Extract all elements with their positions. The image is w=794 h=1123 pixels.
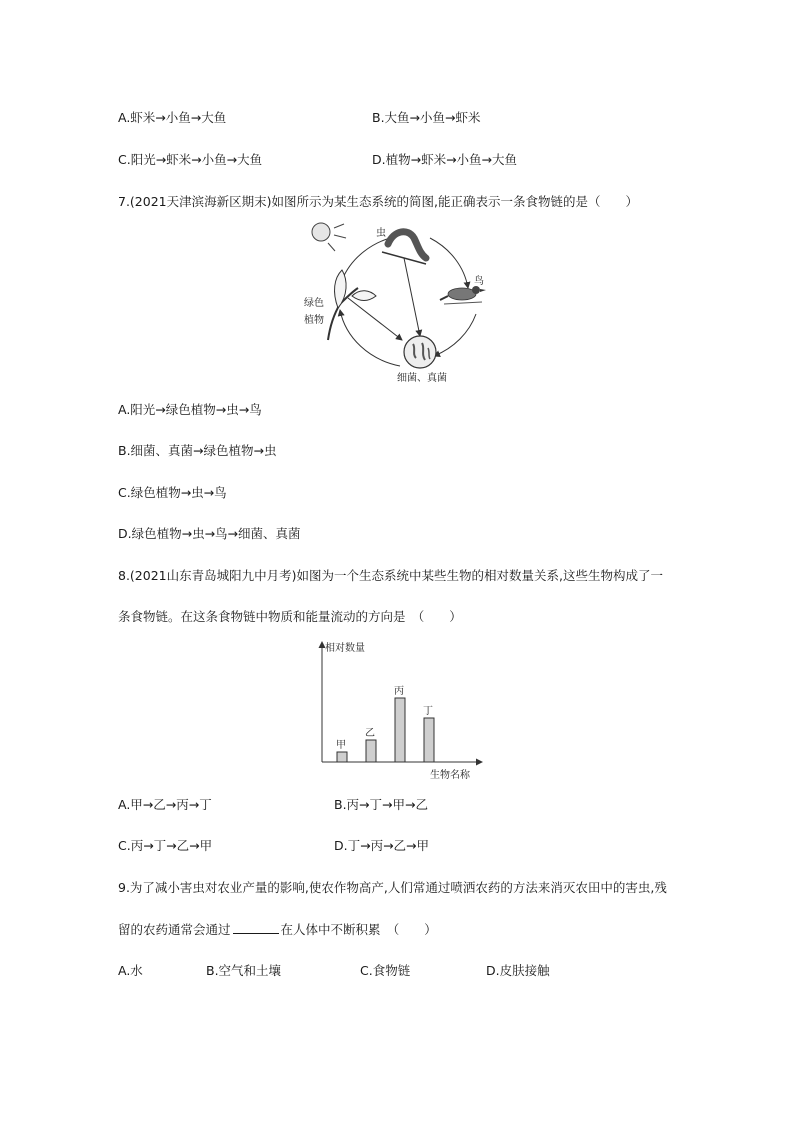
sun-icon <box>312 223 346 251</box>
q9-stem-line1: 9.为了减小害虫对农业产量的影响,使农作物高产,人们常通过喷洒农药的方法来消灭农田中的害虫,残 <box>118 880 667 895</box>
q7-option-a: A.阳光→绿色植物→虫→鸟 <box>118 402 262 417</box>
q7-stem: 7.(2021天津滨海新区期末)如图所示为某生态系统的简图,能正确表示一条食物链的是（ ） <box>118 194 638 209</box>
x-axis-label: 生物名称 <box>430 770 470 781</box>
q6-option-b: B.大鱼→小鱼→虾米 <box>372 110 481 125</box>
plant-label-line1: 绿色 <box>304 298 324 309</box>
bar-label-1: 甲 <box>336 740 346 751</box>
q9-option-a: A.水 <box>118 963 143 978</box>
answer-blank <box>233 921 279 934</box>
q9-option-c: C.食物链 <box>360 963 411 978</box>
q8-option-a: A.甲→乙→丙→丁 <box>118 797 212 812</box>
bar-label-3: 丙 <box>394 686 404 697</box>
q8-option-d: D.丁→丙→乙→甲 <box>334 838 430 853</box>
decomposer-label: 细菌、真菌 <box>397 373 447 384</box>
q6-option-c: C.阳光→虾米→小鱼→大鱼 <box>118 152 263 167</box>
microbe-icon <box>404 336 436 368</box>
bird-icon <box>440 286 486 304</box>
bar-1 <box>337 752 347 762</box>
q7-option-d: D.绿色植物→虫→鸟→细菌、真菌 <box>118 526 301 541</box>
bar-label-2: 乙 <box>365 728 375 739</box>
q8-stem-line2: 条食物链。在这条食物链中物质和能量流动的方向是 （ ） <box>118 609 462 624</box>
insect-label: 虫 <box>376 228 386 239</box>
q9-option-d: D.皮肤接触 <box>486 963 550 978</box>
bar-3 <box>395 698 405 762</box>
ecosystem-diagram <box>290 218 500 390</box>
q9-stem-line2-pre: 留的农药通常会通过 <box>118 922 231 937</box>
bar-2 <box>366 740 376 762</box>
bar-4 <box>424 718 434 762</box>
bird-label: 鸟 <box>474 276 484 287</box>
q7-option-b: B.细菌、真菌→绿色植物→虫 <box>118 443 277 458</box>
q8-stem-line1: 8.(2021山东青岛城阳九中月考)如图为一个生态系统中某些生物的相对数量关系,这些生物构成了一 <box>118 568 663 583</box>
plant-label-line2: 植物 <box>304 315 324 326</box>
q9-option-b: B.空气和土壤 <box>206 963 282 978</box>
relative-quantity-chart <box>300 636 500 784</box>
y-axis-label: 相对数量 <box>325 643 365 654</box>
q8-option-b: B.丙→丁→甲→乙 <box>334 797 428 812</box>
q6-option-a: A.虾米→小鱼→大鱼 <box>118 110 227 125</box>
bar-label-4: 丁 <box>423 706 433 717</box>
q9-stem-line2-post: 在人体中不断积累 （ ） <box>280 922 437 937</box>
plant-icon <box>328 270 376 340</box>
q7-option-c: C.绿色植物→虫→鸟 <box>118 485 227 500</box>
q9-stem-line2 <box>118 921 437 938</box>
q8-option-c: C.丙→丁→乙→甲 <box>118 838 213 853</box>
q6-option-d: D.植物→虾米→小鱼→大鱼 <box>372 152 518 167</box>
